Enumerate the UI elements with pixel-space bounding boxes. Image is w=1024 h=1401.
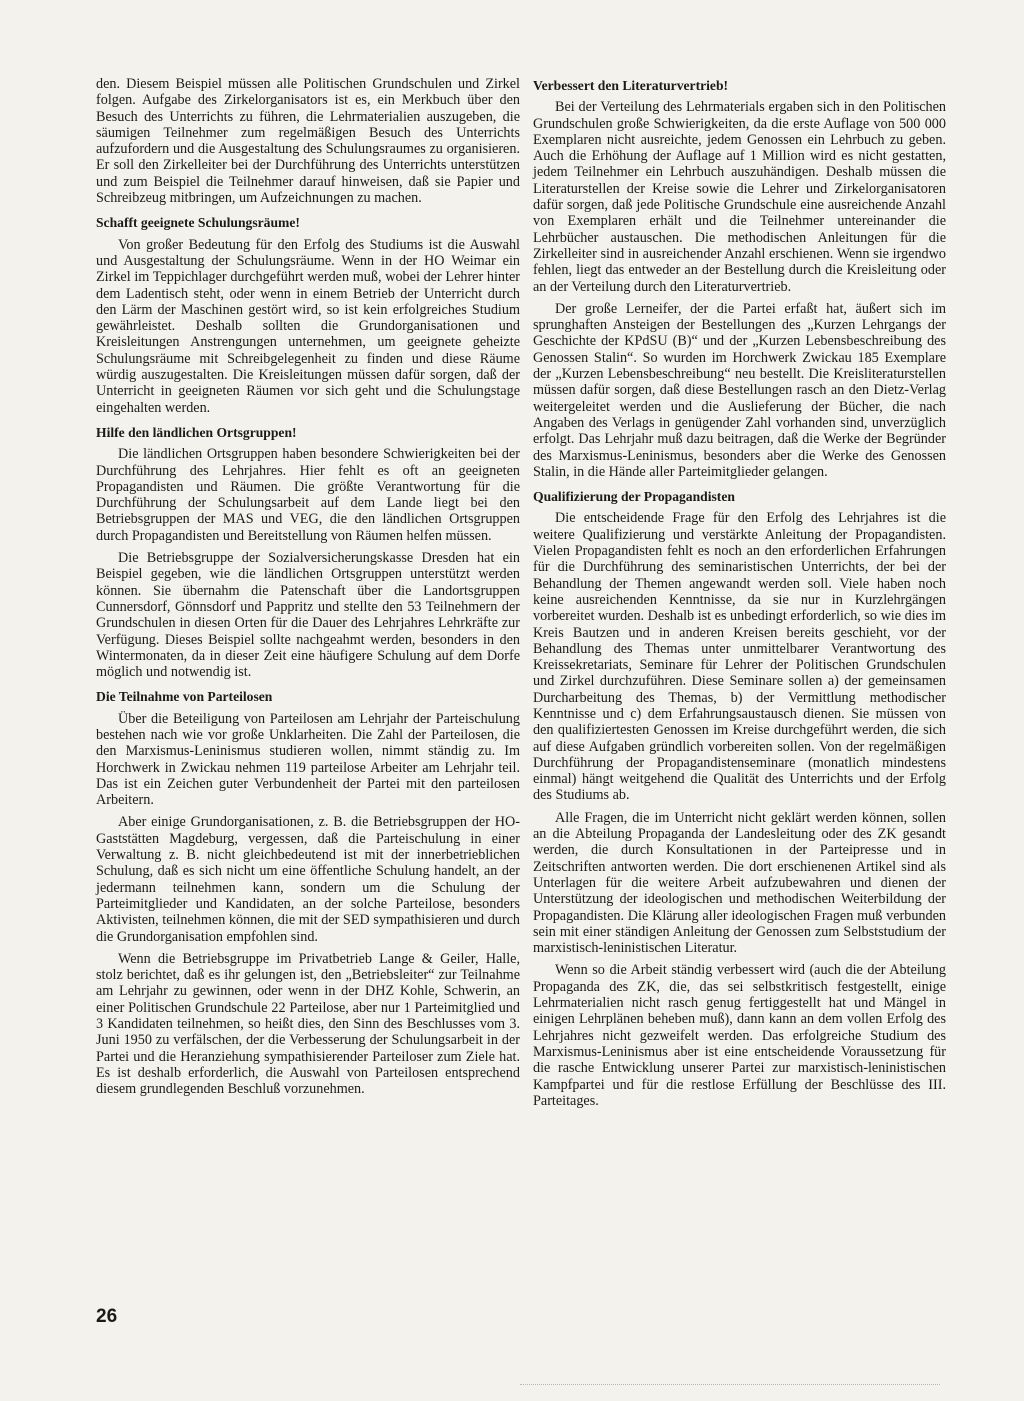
section-heading-literaturvertrieb: Verbessert den Literaturvertrieb!: [533, 78, 729, 93]
paragraph: Der große Lerneifer, der die Partei erfaßt hat, äußert sich im sprunghaften Ansteigen der Bestellungen des „Kurzen Lehrgangs der Geschichte der KPdSU (B)“ und der „Kurzen Lebensbeschreibung des Genossen Stalin“. So wurden im Horchwerk Zwickau 185 Exemplare der „Kurzen Lebensbeschreibung“ neu bestellt. Die Kreisliteraturstellen müssen dafür sorgen, daß diese Bestellungen rasch an den Dietz-Verlag weitergeleitet werden und die Auslieferung der Bücher, die nach Angaben des Verlags in genügender Zahl vorhanden sind, unverzüglich erfolgt. Das Lehrjahr muß dazu beitragen, daß die Werke der Begründer des Marxismus-Leninismus, besonders aber die Werke des Genossen Stalin, in die Hände aller Parteimitglieder gelangen.: [533, 300, 946, 480]
section-heading-ortsgruppen: Hilfe den ländlichen Ortsgruppen!: [96, 424, 297, 440]
paragraph: Aber einige Grundorganisationen, z. B. die Betriebsgruppen der HO-Gaststätten Magdeburg, vergessen, daß die Parteischulung in einer Verwaltung z. B. nicht gleichbedeutend ist mit der innerbetrieblichen Schulung, daß es sich nicht um eine öffentliche Schulung handelt, an der jedermann teilnehmen kann, sondern um die Schulung der Parteimitglieder und Kandidaten, an der solche Parteilose, besonders Aktivisten, teilnehmen können, die mit der SED sympathisieren und durch die Grundorganisation empfohlen sind.: [96, 814, 520, 945]
section-heading-propagandisten: Qualifizierung der Propagandisten: [533, 489, 735, 505]
paragraph: Bei der Verteilung des Lehrmaterials ergaben sich in den Politischen Grundschulen große Schwierigkeiten, da die erste Auflage von 500 000 Exemplaren nicht ausreichte, jedem Genossen ein Lehrbuch zu geben. Auch die Erhöhung der Auflage auf 1 Million wird es nicht gestatten, jedem Teilnehmer ein Lehrbuch auszuhändigen. Deshalb müssen die Literaturstellen der Kreise sowie die Lehrer und Zirkelorganisatoren dafür sorgen, daß jede Politische Grundschule eine ausreichende Anzahl von Exemplaren erhält und die Teilnehmer untereinander die Lehrbücher austauschen. Die methodischen Anleitungen für die Zirkelleiter sind in ausreichender Anzahl erschienen. Wenn sie irgendwo fehlen, liegt das entweder an der Bestellung durch die Kreisleitung oder an der Verteilung durch den Literaturvertrieb.: [533, 99, 946, 295]
footer-dotted-rule: [520, 1384, 940, 1386]
intro-paragraph: den. Diesem Beispiel müssen alle Politischen Grundschulen und Zirkel folgen. Aufgabe des Zirkelorganisators ist es, ein Merkbuch über den Besuch des Unterrichts zu führen, die Lehrmaterialien auszugeben, die säumigen Teilnehmer zum regelmäßigen Besuch des Unterrichts aufzufordern und die Ausgestaltung des Schulungsraumes zu organisieren. Er soll den Zirkelleiter bei der Durchführung des Unterrichts unterstützen und zum Beispiel die Teilnehmer darauf hinweisen, daß sie Papier und Schreibzeug mitbringen, um Aufzeichnungen zu machen.: [96, 76, 520, 207]
section-heading-parteilose: Die Teilnahme von Parteilosen: [96, 689, 273, 705]
paragraph: Von großer Bedeutung für den Erfolg des Studiums ist die Auswahl und Ausgestaltung der Schulungsräume. Wenn in der HO Weimar ein Zirkel im Teppichlager durchgeführt werden muß, wobei der Lehrer hinter dem Ladentisch steht, oder wenn in einem Betrieb der Unterricht durch den Lärm der Maschinen gestört wird, so ist kein erfolgreiches Studium gewährleistet. Deshalb sollten die Grundorganisationen und Kreisleitungen Anstrengungen unternehmen, um geeignete geheizte Schulungsräume mit Schreibgelegenheit zu finden und diese Räume würdig auszugestalten. Die Kreisleitungen müssen dafür sorgen, daß der Unterricht in geeigneten Räumen vor sich geht und die Schulungstage eingehalten werden.: [96, 236, 520, 416]
paragraph: Die ländlichen Ortsgruppen haben besondere Schwierigkeiten bei der Durchführung des Lehrjahres. Hier fehlt es oft an geeigneten Propagandisten und Räumen. Die größte Verantwortung für die Durchführung der Schulungsarbeit auf dem Lande liegt bei den Betriebsgruppen der MAS und VEG, die den ländlichen Ortsgruppen durch Propagandisten und Bereitstellung von Räumen helfen müssen.: [96, 446, 520, 544]
paragraph: Wenn so die Arbeit ständig verbessert wird (auch die der Abteilung Propaganda des ZK, die, das sei selbstkritisch festgestellt, einige Lehrmaterialien nicht rasch genug fertiggestellt hat und Mängel in einigen Lehrplänen beheben muß), dann kann an dem vollen Erfolg des Lehrjahres nicht gezweifelt werden. Das erfolgreiche Studium des Marxismus-Leninismus aber ist eine entscheidende Voraussetzung für die rasche Entwicklung unserer Partei zur marxistisch-leninistischen Kampfpartei und für die restlose Erfüllung der Beschlüsse des III. Parteitages.: [533, 962, 946, 1109]
paragraph: Über die Beteiligung von Parteilosen am Lehrjahr der Parteischulung bestehen nach wie vor große Unklarheiten. Die Zahl der Parteilosen, die den Marxismus-Leninismus studieren wollen, nimmt ständig zu. Im Horchwerk in Zwickau nehmen 119 parteilose Arbeiter am Lehrjahr teil. Das ist ein Zeichen guter Verbundenheit der Partei mit den parteilosen Arbeitern.: [96, 710, 520, 809]
paragraph: Die Betriebsgruppe der Sozialversicherungskasse Dresden hat ein Beispiel gegeben, wie die ländlichen Ortsgruppen unterstützt werden können. Sie übernahm die Patenschaft über die Landortsgruppen Cunnersdorf, Gönnsdorf und Pappritz und stellte den 53 Teilnehmern der Grundschulen in diesen Orten für die Dauer des Lehrjahres Lehrkräfte zur Verfügung. Dieses Beispiel sollte nachgeahmt werden, besonders in den Wintermonaten, da in dieser Zeit eine häufigere Schulung auf dem Dorfe möglich und notwendig ist.: [96, 550, 520, 681]
page-number: 26: [96, 1306, 118, 1327]
left-column: [96, 76, 520, 1104]
paragraph: Wenn die Betriebsgruppe im Privatbetrieb Lange & Geiler, Halle, stolz berichtet, daß es ihr gelungen ist, den „Betriebsleiter“ zur Teilnahme am Lehrjahr zu gewinnen, oder wenn in der DHZ Kohle, Schwerin, an einer Politischen Grundschule 22 Parteilose, aber nur 1 Parteimitglied und 3 Kandidaten teilnehmen, so heißt dies, den Sinn des Beschlusses vom 3. Juni 1950 zu verfälschen, der die Verbesserung der Schulungsarbeit in der Partei und die Heranziehung sympathisierender Parteiloser zum Ziele hat. Es ist deshalb erforderlich, die Auswahl von Parteilosen entsprechend diesem grundlegenden Beschluß vorzunehmen.: [96, 950, 520, 1098]
paragraph: Die entscheidende Frage für den Erfolg des Lehrjahres ist die weitere Qualifizierung und verstärkte Anleitung der Propagandisten. Vielen Propagandisten fehlt es noch an den erforderlichen Erfahrungen für die Durchführung des seminaristischen Unterrichts, der bei der Behandlung der Themen angewandt werden soll. Viele haben noch keine ausreichenden Kenntnisse, da sie nur in Kurzlehrgängen vorbereitet wurden. Deshalb ist es unbedingt erforderlich, so wie dies im Kreis Bautzen und in anderen Kreisen bereits geschieht, vor der Behandlung des Themas unter unmittelbarer Verantwortung des Kreissekretariats, Seminare für Lehrer der Politischen Grundschulen und Zirkel durchzuführen. Diese Seminare sollen a) der gemeinsamen Durcharbeitung des Themas, b) der Vermittlung methodischer Kenntnisse und c) dem Erfahrungsaustausch dienen. Sie müssen von den qualifiziertesten Genossen im Kreise durchgeführt werden, die sich auf diese Aufgaben gründlich vorbereiten sollen. Von der regelmäßigen Durchführung der Propagandistenseminare (monatlich mindestens einmal) hängt weitgehend die Qualität des Unterrichts und der Erfolg des Studiums ab.: [533, 510, 946, 804]
paragraph: Alle Fragen, die im Unterricht nicht geklärt werden können, sollen an die Abteilung Propaganda der Landesleitung oder des ZK gesandt werden, die durch Konsultationen in der Parteipresse und in Zeitschriften antworten werden. Die dort erschienenen Artikel sind als Unterlagen für die weitere Arbeit aufzubewahren und dienen der Unterstützung der ideologischen und methodischen Weiterbildung der Propagandisten. Die Klärung aller ideologischen Fragen muß verbunden sein mit einer ständigen Anleitung der Genossen zum Selbststudium der marxistisch-leninistischen Literatur.: [533, 809, 946, 957]
section-heading-schulungsraeume: Schafft geeignete Schulungsräume!: [96, 215, 300, 231]
right-column: [533, 78, 946, 1115]
